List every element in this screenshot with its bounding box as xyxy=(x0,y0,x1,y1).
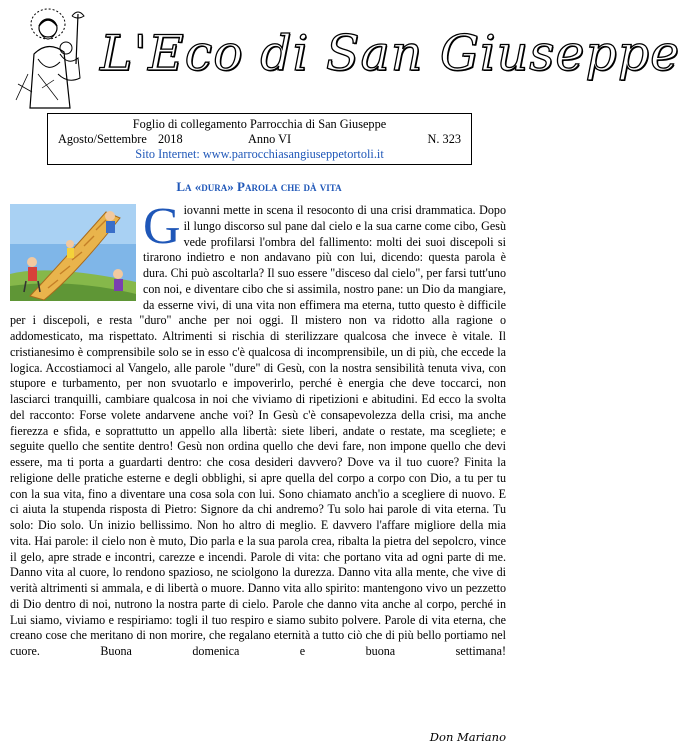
info-box xyxy=(47,113,472,165)
article-headline: La «dura» Parola che dà vita xyxy=(176,179,342,194)
issue-info-row xyxy=(58,132,461,147)
article-body xyxy=(10,198,506,660)
drop-cap-letter: G xyxy=(143,198,181,255)
article-text: iovanni mette in scena il resoconto di una crisi drammatica. Dopo il lungo discorso sul pane dal cielo e la sua carne come cibo, Gesù vede profilarsi l'ombra del fallimento: molti dei suoi discepoli si tirarono indietro e non andavano più con lui, dicendo: questa parola è dura. Chi può ascoltarla? Il suo essere "disceso dal cielo", per farsi tutt'uno con noi, e diventare cibo che si assimila, nostro pane: un Dio da mangiare, da esserne vivi, di una vita non effimera ma eterna, tutto questo è difficile per i discepoli, e resta "duro" anche per noi oggi. Il mistero non va ridotto alla ragione o addomesticato, ma rispettato. Altrimenti si rischia di sterilizzare qualcosa che invece è vitale. Il cristianesimo è comprensibile solo se in esso c'è qualcosa di incomprensibile, un di più, che eccede la logica. Accostiamoci al Vangelo, alle parole "dure" di Gesù, con la nostra sensibilità tenuta viva, con stupore e turbamento, per non svuotarlo e impoverirlo, perché è energia che deve toccarci, non lasciarci tranquilli, cambiare qualcosa in noi che viviamo di ripetizioni e abitudini. Ed ecco la svolta del racconto: Forse volete andarvene anche voi? In Gesù c'è consapevolezza della crisi, ma anche fierezza e sfida, e soprattutto un appello alla libertà: siete liberi, andate o restate, ma scegliete; e seguite quello che sentite dentro! Gesù non ordina quello che devi fare, non impone quello che devi essere, ma ti porta a guardarti dentro: che cosa desideri davvero? Dove va il tuo cuore? Finita la religione delle pratiche esterne e degli obblighi, si apre quella del corpo a corpo con Dio, a tu per tu con la sua vita, fino a diventare una cosa sola con lui. Sono chiamato anch'io a scegliere di nuovo. E ci aiuta la stupenda risposta di Pietro: Signore da chi andremo? Tu solo hai parole di vita eterna. Tu solo: Dio solo. Un inizio bellissimo. Non ho altro di meglio. E davvero l'affare migliore della mia vita. Hai parole: il cielo non è muto, Dio parla e la sua parola crea, ribalta la pietra del sepolcro, vince il gelo, apre strade e incontri, carezze e incendi. Parole di vita: che portano vita ad ogni parte di me. Danno vita al cuore, lo rendono spazioso, ne sciolgono la durezza. Danno vita alla mente, che vive di verità altrimenti si ammala, e di libertà o muore. Danno vita allo spirito: mantengono vivo un pezzetto di Dio dentro di noi, nutrono la nostra parte di cielo. Parole che danno vita anche al corpo, perché in Lui siamo, viviamo e respiriamo: togli il tuo respiro e siamo subito polvere. Parole di vita eterna, che creano cose che meritano di non morire, che regalano eternità a tutto ciò che di più bello portiamo nel cuore. Buona domenica e buona settimana! xyxy=(10,203,506,658)
children-bread-illustration xyxy=(10,204,136,301)
saint-joseph-illustration xyxy=(8,4,92,108)
parish-subtitle: Foglio di collegamento Parrocchia di San Giuseppe xyxy=(132,117,387,131)
issue-date: Agosto/Settembre xyxy=(58,132,147,146)
header xyxy=(0,0,680,112)
author-signature: Don Mariano xyxy=(429,730,506,744)
issue-volume: Anno VI xyxy=(248,132,292,146)
masthead-title: L'Eco di San Giuseppe xyxy=(100,25,680,82)
issue-number: N. 323 xyxy=(427,132,461,146)
website-link[interactable]: Sito Internet: www.parrocchiasangiuseppetortoli.it xyxy=(135,147,384,161)
issue-year: 2018 xyxy=(158,132,183,146)
